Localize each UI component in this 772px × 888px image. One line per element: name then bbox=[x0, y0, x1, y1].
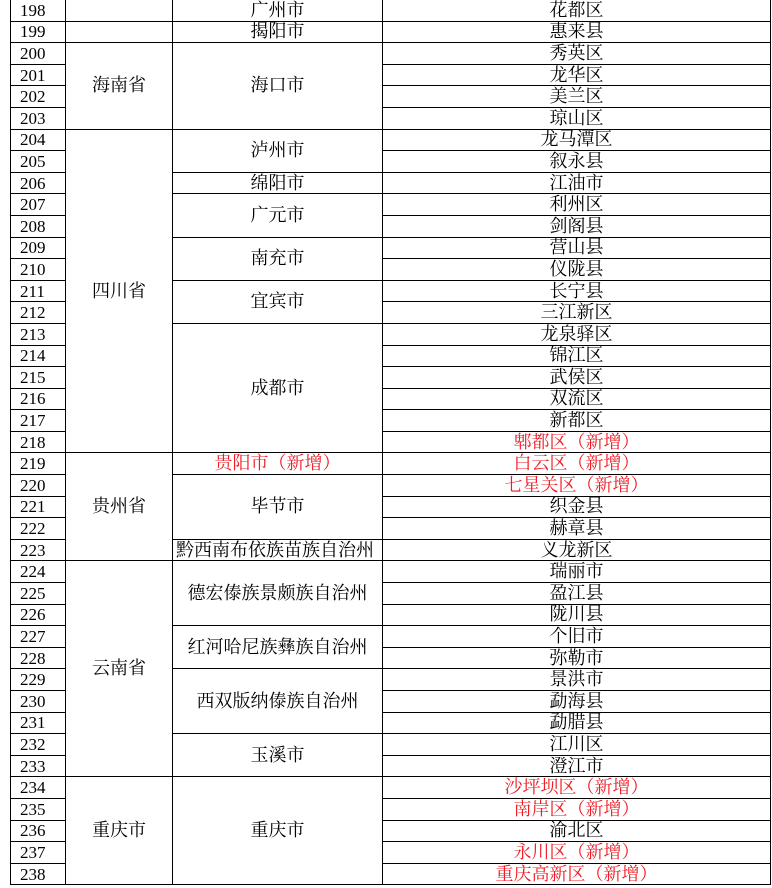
row-number: 202 bbox=[11, 86, 66, 108]
district-cell: 龙泉驿区 bbox=[383, 323, 771, 345]
table-row bbox=[11, 129, 771, 151]
row-number: 234 bbox=[11, 777, 66, 799]
row-number: 204 bbox=[11, 129, 66, 151]
row-number: 235 bbox=[11, 798, 66, 820]
district-cell: 瑞丽市 bbox=[383, 561, 771, 583]
table-row bbox=[11, 0, 771, 21]
row-number: 218 bbox=[11, 431, 66, 453]
province-cell bbox=[66, 21, 173, 43]
district-cell: 景洪市 bbox=[383, 669, 771, 691]
row-number: 200 bbox=[11, 43, 66, 65]
table-row bbox=[11, 777, 771, 799]
row-number: 209 bbox=[11, 237, 66, 259]
district-cell-new: 沙坪坝区（新增） bbox=[383, 777, 771, 799]
city-cell: 绵阳市 bbox=[173, 172, 383, 194]
province-cell: 重庆市 bbox=[66, 777, 173, 885]
city-cell: 海口市 bbox=[173, 43, 383, 129]
district-cell-new: 郫都区（新增） bbox=[383, 431, 771, 453]
district-cell: 美兰区 bbox=[383, 86, 771, 108]
city-cell: 成都市 bbox=[173, 323, 383, 453]
city-cell: 泸州市 bbox=[173, 129, 383, 172]
district-cell-new: 南岸区（新增） bbox=[383, 798, 771, 820]
province-cell: 贵州省 bbox=[66, 453, 173, 561]
row-number: 206 bbox=[11, 172, 66, 194]
row-number: 223 bbox=[11, 539, 66, 561]
row-number: 212 bbox=[11, 302, 66, 324]
row-number: 221 bbox=[11, 496, 66, 518]
row-number: 203 bbox=[11, 107, 66, 129]
district-cell: 琼山区 bbox=[383, 107, 771, 129]
city-cell: 揭阳市 bbox=[173, 21, 383, 43]
row-number: 233 bbox=[11, 755, 66, 777]
row-number: 236 bbox=[11, 820, 66, 842]
row-number: 222 bbox=[11, 518, 66, 540]
table-row bbox=[11, 43, 771, 65]
city-cell: 宜宾市 bbox=[173, 280, 383, 323]
district-cell: 赫章县 bbox=[383, 518, 771, 540]
row-number: 214 bbox=[11, 345, 66, 367]
district-cell: 叙永县 bbox=[383, 151, 771, 173]
table-row bbox=[11, 561, 771, 583]
row-number: 227 bbox=[11, 626, 66, 648]
row-number: 217 bbox=[11, 410, 66, 432]
row-number: 213 bbox=[11, 323, 66, 345]
row-number: 199 bbox=[11, 21, 66, 43]
row-number: 201 bbox=[11, 64, 66, 86]
row-number: 228 bbox=[11, 647, 66, 669]
province-cell: 云南省 bbox=[66, 561, 173, 777]
district-cell: 盈江县 bbox=[383, 583, 771, 605]
row-number: 226 bbox=[11, 604, 66, 626]
city-cell-new: 贵阳市（新增） bbox=[173, 453, 383, 475]
table-row bbox=[11, 453, 771, 475]
district-cell: 织金县 bbox=[383, 496, 771, 518]
district-cell: 陇川县 bbox=[383, 604, 771, 626]
district-cell-new: 永川区（新增） bbox=[383, 842, 771, 864]
row-number: 210 bbox=[11, 259, 66, 281]
region-table bbox=[10, 0, 771, 885]
city-cell: 重庆市 bbox=[173, 777, 383, 885]
district-cell: 长宁县 bbox=[383, 280, 771, 302]
district-cell: 利州区 bbox=[383, 194, 771, 216]
row-number: 238 bbox=[11, 863, 66, 885]
district-cell: 勐腊县 bbox=[383, 712, 771, 734]
row-number: 207 bbox=[11, 194, 66, 216]
row-number: 219 bbox=[11, 453, 66, 475]
city-cell: 红河哈尼族彝族自治州 bbox=[173, 626, 383, 669]
province-cell: 四川省 bbox=[66, 129, 173, 453]
row-number: 230 bbox=[11, 691, 66, 713]
row-number: 229 bbox=[11, 669, 66, 691]
district-cell: 花都区 bbox=[383, 0, 771, 21]
city-cell: 玉溪市 bbox=[173, 734, 383, 777]
row-number: 232 bbox=[11, 734, 66, 756]
row-number: 205 bbox=[11, 151, 66, 173]
row-number: 215 bbox=[11, 367, 66, 389]
province-cell bbox=[66, 0, 173, 21]
district-cell: 新都区 bbox=[383, 410, 771, 432]
district-cell: 渝北区 bbox=[383, 820, 771, 842]
district-cell: 弥勒市 bbox=[383, 647, 771, 669]
district-cell: 澄江市 bbox=[383, 755, 771, 777]
district-cell: 惠来县 bbox=[383, 21, 771, 43]
row-number: 216 bbox=[11, 388, 66, 410]
district-cell: 龙马潭区 bbox=[383, 129, 771, 151]
district-cell: 勐海县 bbox=[383, 691, 771, 713]
row-number: 208 bbox=[11, 215, 66, 237]
row-number: 237 bbox=[11, 842, 66, 864]
city-cell: 黔西南布依族苗族自治州 bbox=[173, 539, 383, 561]
table-row bbox=[11, 21, 771, 43]
city-cell: 德宏傣族景颇族自治州 bbox=[173, 561, 383, 626]
district-cell: 龙华区 bbox=[383, 64, 771, 86]
city-cell: 广元市 bbox=[173, 194, 383, 237]
row-number: 224 bbox=[11, 561, 66, 583]
row-number: 225 bbox=[11, 583, 66, 605]
city-cell: 广州市 bbox=[173, 0, 383, 21]
row-number: 211 bbox=[11, 280, 66, 302]
city-cell: 南充市 bbox=[173, 237, 383, 280]
district-cell: 江油市 bbox=[383, 172, 771, 194]
district-cell-new: 七星关区（新增） bbox=[383, 475, 771, 497]
row-number: 198 bbox=[11, 0, 66, 21]
district-cell: 武侯区 bbox=[383, 367, 771, 389]
district-cell: 双流区 bbox=[383, 388, 771, 410]
district-cell: 个旧市 bbox=[383, 626, 771, 648]
row-number: 231 bbox=[11, 712, 66, 734]
district-cell: 秀英区 bbox=[383, 43, 771, 65]
district-cell: 三江新区 bbox=[383, 302, 771, 324]
district-cell: 仪陇县 bbox=[383, 259, 771, 281]
district-cell: 义龙新区 bbox=[383, 539, 771, 561]
district-cell: 营山县 bbox=[383, 237, 771, 259]
district-cell-new: 白云区（新增） bbox=[383, 453, 771, 475]
district-cell: 锦江区 bbox=[383, 345, 771, 367]
province-cell: 海南省 bbox=[66, 43, 173, 129]
row-number: 220 bbox=[11, 475, 66, 497]
district-cell-new: 重庆高新区（新增） bbox=[383, 863, 771, 885]
city-cell: 毕节市 bbox=[173, 475, 383, 540]
district-cell: 剑阁县 bbox=[383, 215, 771, 237]
district-cell: 江川区 bbox=[383, 734, 771, 756]
city-cell: 西双版纳傣族自治州 bbox=[173, 669, 383, 734]
